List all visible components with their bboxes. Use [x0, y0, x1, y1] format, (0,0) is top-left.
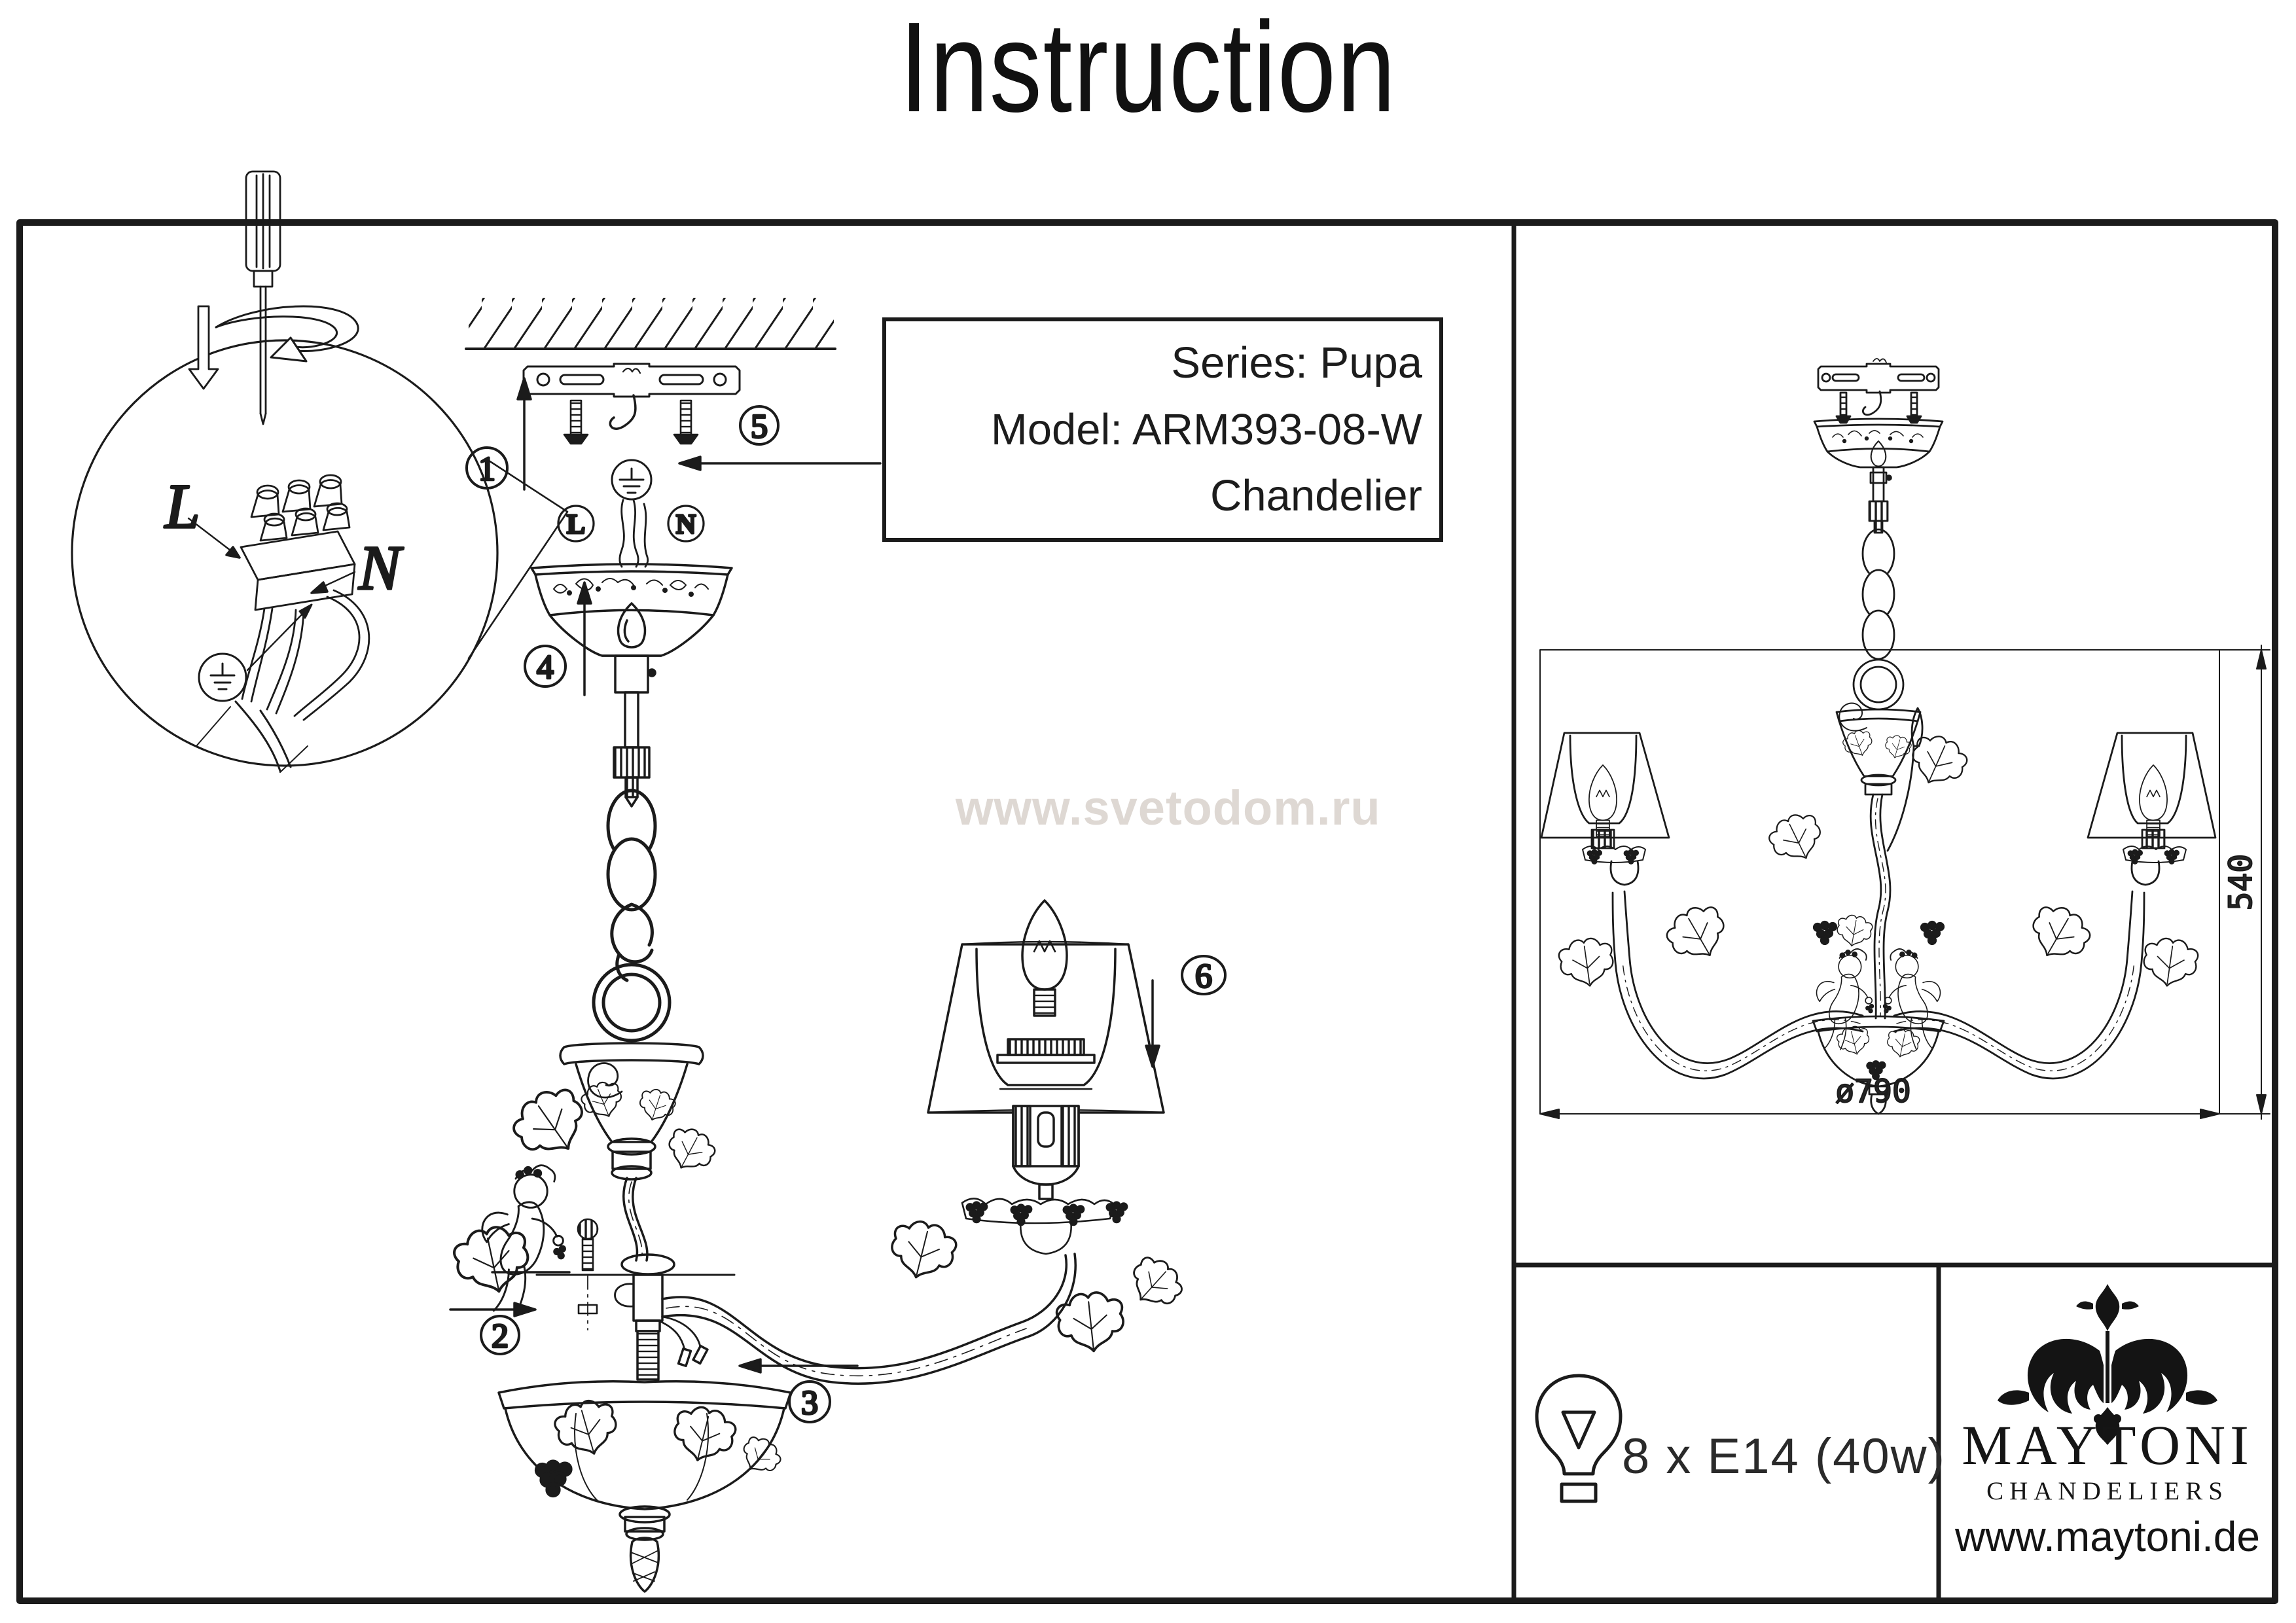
step-4-badge [525, 646, 565, 687]
turn-arrow [216, 306, 358, 361]
lamp-spec: 8 x E14 (40w) [1622, 1429, 1946, 1484]
supply-wires [620, 500, 648, 567]
live-terminal-badge [558, 506, 594, 541]
terminal-barrels [251, 475, 350, 541]
step-2-badge [481, 1316, 519, 1355]
detail-neutral-label: N [359, 533, 401, 603]
assembled-view [1540, 359, 2270, 1119]
neutral-label: N [675, 510, 696, 541]
diameter-dimension-label: ø790 [1835, 1073, 1911, 1110]
model-label: Model: ARM393-08-W [990, 404, 1422, 454]
rp-vine [1765, 703, 1972, 1018]
bottom-bowl [499, 1382, 791, 1592]
ground-symbol [612, 460, 651, 499]
brand-name: MAYTONI [1962, 1414, 2253, 1476]
step-5-badge [740, 406, 778, 446]
brand-division: CHANDELIERS [1986, 1477, 2229, 1505]
push-down-arrow [189, 306, 218, 389]
svg-text:1: 1 [478, 450, 495, 488]
canopy-ornament [554, 579, 708, 596]
brand-website: www.maytoni.de [1955, 1513, 2260, 1560]
adapter-ring [997, 1039, 1094, 1063]
height-dimension-label: 540 [2223, 853, 2259, 911]
watermark: www.svetodom.ru [956, 781, 1381, 835]
chandelier-arm [662, 1216, 1189, 1383]
candle-assembly [928, 901, 1164, 1254]
screwdriver-icon [246, 171, 280, 424]
svg-text:5: 5 [751, 408, 768, 446]
ceiling-hatch [466, 298, 835, 349]
bulb-icon [1537, 1376, 1621, 1501]
rp-cup [1837, 709, 1920, 794]
candle-bulb [1022, 901, 1067, 1016]
svg-text:3: 3 [801, 1384, 818, 1422]
page-title: Instruction [899, 0, 1397, 139]
info-box [882, 317, 1443, 542]
vine-curl [588, 1063, 622, 1098]
threaded-connector [615, 656, 655, 747]
ceiling-hook [610, 395, 636, 429]
step-6-badge [1182, 956, 1225, 995]
series-label: Series: Pupa [1171, 338, 1422, 387]
suspension-chain [608, 791, 655, 980]
detail-live-label: L [165, 471, 200, 541]
canopy [531, 564, 732, 656]
finial [631, 1538, 659, 1592]
live-label: L [566, 510, 586, 541]
neutral-terminal-badge [668, 506, 704, 541]
rp-left-shade [1541, 733, 1669, 885]
mounting-bracket [524, 364, 740, 397]
hanging-ring [594, 965, 670, 1041]
mounting-screws [564, 401, 698, 444]
svg-text:2: 2 [492, 1317, 509, 1355]
rp-canopy [1814, 419, 1943, 467]
rp-right-shade [2088, 733, 2215, 885]
svg-text:6: 6 [1195, 957, 1212, 995]
brand-block [1941, 1267, 2274, 1601]
terminal-block [241, 475, 355, 610]
rp-bracket [1818, 359, 1939, 423]
product-label: Chandelier [1210, 471, 1422, 521]
step-3-badge [789, 1382, 830, 1422]
rp-rod-chain [1854, 467, 1903, 709]
bobeche [962, 1198, 1127, 1254]
lamp-spec-cell [1537, 1376, 1621, 1501]
lamp-socket [1013, 1106, 1079, 1199]
dimension-box [1540, 645, 2270, 1119]
detail-wires [196, 590, 369, 772]
rp-cherubs [1814, 921, 1944, 1050]
rp-arms [1557, 891, 2200, 1079]
svg-text:4: 4 [537, 649, 554, 687]
lampshade [928, 942, 1164, 1113]
